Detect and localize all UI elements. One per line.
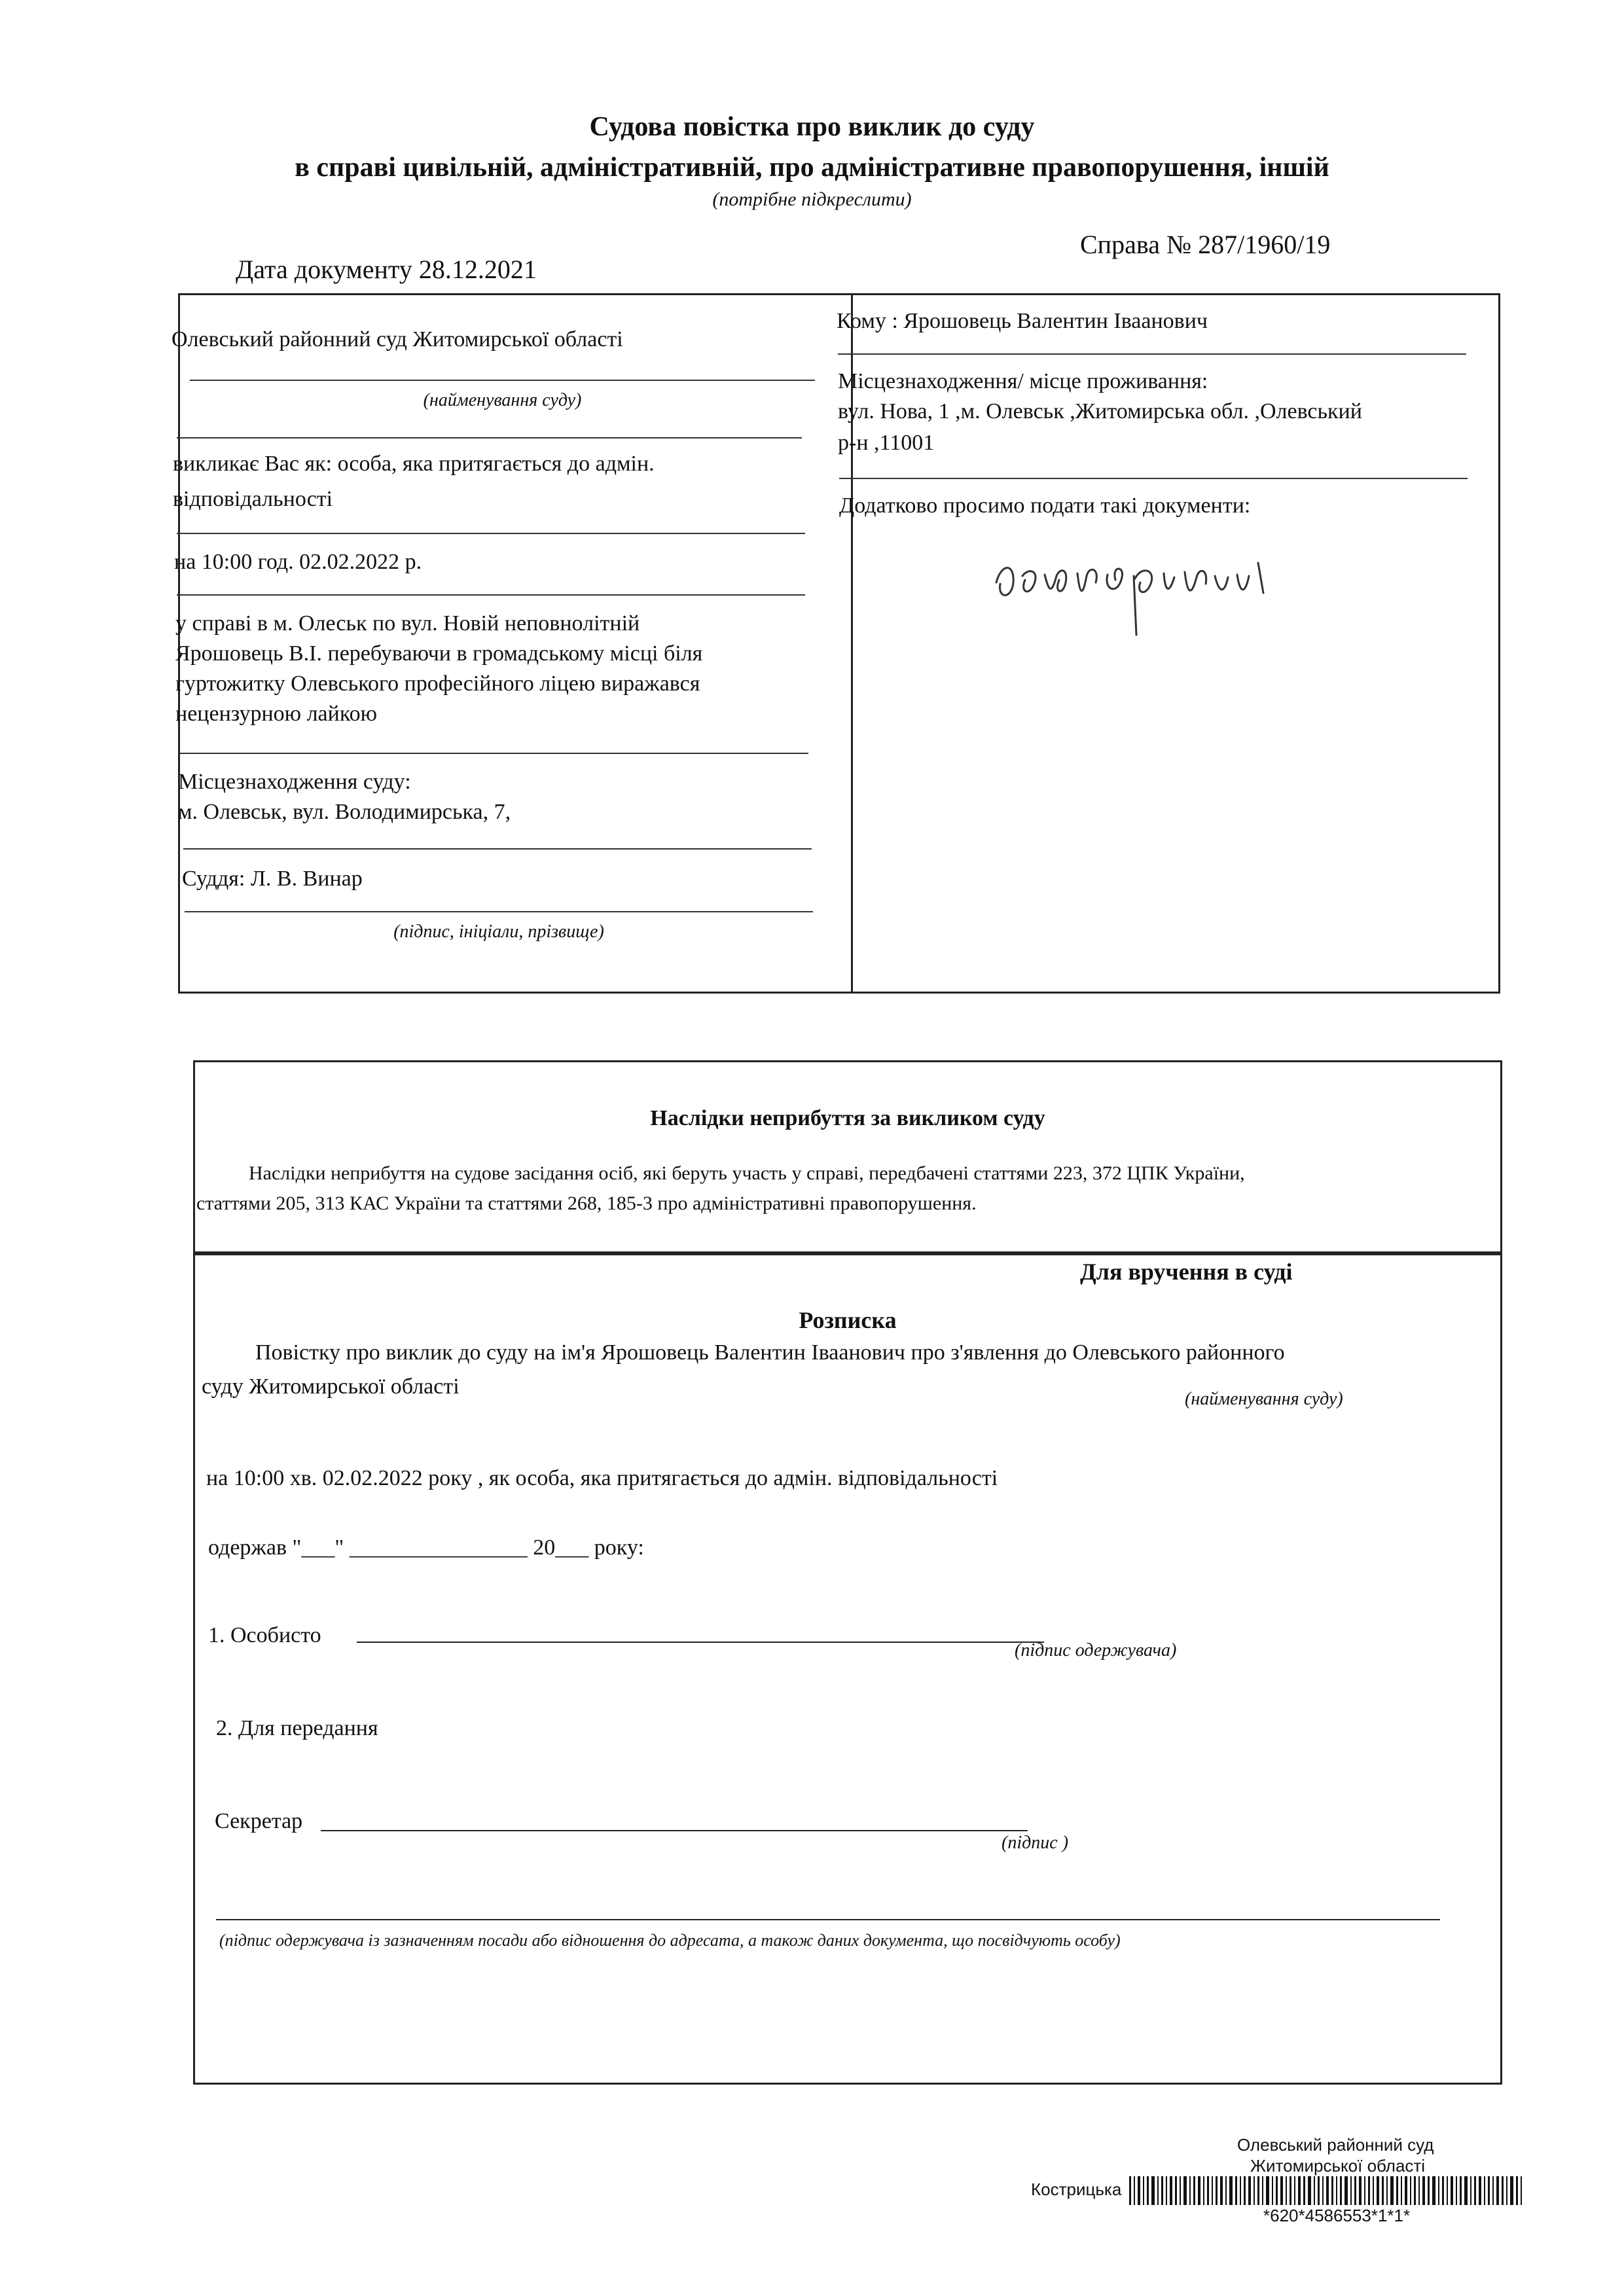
divider [839,478,1468,479]
received-date-line: одержав "___" ________________ 20___ року: [208,1535,644,1560]
court-location-value: м. Олевськ, вул. Володимирська, 7, [178,800,511,824]
court-name-caption: (найменування суду) [423,390,582,410]
barcode-bar [1235,2176,1237,2205]
case-description-line1: у справі в м. Олеськ по вул. Новій неповнолітній [175,611,640,636]
residence-line1: вул. Нова, 1 ,м. Олевськ ,Житомирська обл. ,Олевський [838,399,1362,423]
barcode-bar [1298,2176,1301,2205]
barcode-bar [1410,2176,1411,2205]
barcode-bar [1418,2176,1420,2205]
barcode-bar [1326,2176,1329,2205]
barcode-bar [1377,2176,1379,2205]
recipient-details-caption: (підпис одержувача із зазначенням посади або відношення до адресата, а також даних документа, що посвідчують особу) [219,1931,1121,1950]
barcode-bar [1359,2176,1362,2205]
clerk-name: Кострицька [1031,2179,1122,2199]
secretary-signature-caption: (підпис ) [1001,1833,1069,1853]
divider [190,380,815,381]
barcode-bar [1134,2176,1135,2205]
barcode-bar [1432,2176,1435,2205]
barcode-bar [1510,2176,1513,2205]
for-court-label: Для вручення в суді [1080,1259,1293,1285]
barcode-bar [1447,2176,1448,2205]
barcode-bar [1479,2176,1481,2205]
barcode-bar [1331,2176,1333,2205]
barcode-bar [1240,2176,1241,2205]
receipt-line2: суду Житомирської області [202,1374,460,1399]
barcode-bar [1451,2176,1453,2205]
receipt-court-caption: (найменування суду) [1185,1389,1343,1409]
barcode-bar [1170,2176,1172,2205]
barcode-bar [1216,2176,1218,2205]
barcode-bar [1198,2176,1200,2205]
residence-line2: р-н ,11001 [838,431,935,455]
barcode-bar [1474,2176,1476,2205]
recipient-signature-caption: (підпис одержувача) [1015,1640,1177,1660]
barcode-number: *620*4586553*1*1* [1263,2206,1411,2225]
barcode-bar [1484,2176,1485,2205]
consequences-text-line1: Наслідки неприбуття на судове засідання осіб, які беруть участь у справі, передбачені статтями 223, 372 ЦПК України, [249,1162,1245,1184]
barcode-bar [1396,2176,1398,2205]
barcode-bar [1496,2176,1499,2205]
divider [177,533,805,534]
divider [180,753,808,754]
barcode-bar [1460,2176,1462,2205]
barcode-bar [1470,2176,1471,2205]
barcode-bar [1189,2176,1191,2205]
barcode-bar [1262,2176,1263,2205]
barcode-bar [1212,2176,1213,2205]
barcode-bar [1405,2176,1407,2205]
court-location-label: Місцезнаходження суду: [178,770,411,794]
divider [838,353,1466,355]
barcode-bar [1502,2176,1504,2205]
barcode-bar [1422,2176,1425,2205]
barcode-bar [1138,2176,1140,2205]
barcode-bar [1456,2176,1457,2205]
barcode-bar [1322,2176,1324,2205]
barcode-bar [1401,2176,1402,2205]
barcode-bar [1207,2176,1209,2205]
barcode-bar [1350,2176,1352,2205]
barcode-bar [1364,2176,1365,2205]
barcode-bar [1180,2176,1181,2205]
barcode-bar [1354,2176,1356,2205]
barcode-bar [1428,2176,1430,2205]
barcode-bar [1229,2176,1233,2205]
summoned-as-line1: викликає Вас як: особа, яка притягається до адмін. [173,452,655,476]
consequences-text-line2: статтями 205, 313 КАС України та статтями 268, 185-3 про адміністративні правопорушення. [196,1193,977,1214]
barcode-bar [1492,2176,1494,2205]
handwritten-signature [988,537,1303,648]
document-date: Дата документу 28.12.2021 [236,255,537,284]
receipt-time-line: на 10:00 хв. 02.02.2022 року , як особа, яка притягається до адмін. відповідальності [206,1466,998,1490]
transfer-label: 2. Для передання [216,1716,378,1740]
court-stamp-line1: Олевський районний суд [1237,2135,1434,2155]
divider [177,437,802,439]
receipt-line1: Повістку про виклик до суду на ім'я Ярошовець Валентин Іваанович про з'явлення до Олевського районного [255,1340,1285,1365]
barcode-bar [1272,2176,1273,2205]
personally-label: 1. Особисто [208,1623,321,1647]
court-name: Олевський районний суд Житомирської області [171,327,623,351]
judge-caption: (підпис, ініціали, прізвище) [393,922,604,942]
secretary-label: Секретар [215,1809,303,1833]
barcode-bar [1244,2176,1246,2205]
barcode-bar [1147,2176,1149,2205]
consequences-box [193,1060,1502,1253]
barcode-bar [1286,2176,1287,2205]
case-number: Справа № 287/1960/19 [1080,230,1331,259]
barcode-bar [1220,2176,1223,2205]
divider [177,594,805,596]
barcode-bar [1254,2176,1255,2205]
barcode-bar [1294,2176,1295,2205]
barcode-bar [1414,2176,1416,2205]
barcode-bar [1344,2176,1348,2205]
consequences-heading: Наслідки неприбуття за викликом суду [650,1106,1045,1130]
barcode-bar [1248,2176,1251,2205]
barcode-bar [1276,2176,1278,2205]
summoned-as-line2: відповідальності [173,487,333,511]
document-barcode [1129,2176,1561,2205]
recipient-name: Кому : Ярошовець Валентин Іваанович [837,309,1208,333]
barcode-bar [1442,2176,1444,2205]
barcode-bar [1386,2176,1388,2205]
barcode-bar [1175,2176,1177,2205]
barcode-bar [1382,2176,1384,2205]
barcode-bar [1193,2176,1195,2205]
barcode-bar [1129,2176,1131,2205]
document-title: Судова повістка про виклик до суду [589,112,1035,142]
barcode-bar [1368,2176,1370,2205]
barcode-bar [1373,2176,1374,2205]
barcode-bar [1438,2176,1439,2205]
barcode-bar [1340,2176,1342,2205]
barcode-bar [1308,2176,1311,2205]
barcode-bar [1290,2176,1291,2205]
barcode-bar [1506,2176,1507,2205]
residence-label: Місцезнаходження/ місце проживання: [838,369,1208,393]
title-note: (потрібне підкреслити) [712,188,912,210]
barcode-bar [1266,2176,1269,2205]
barcode-bar [1143,2176,1144,2205]
secretary-signature-line [321,1830,1028,1831]
barcode-bar [1161,2176,1163,2205]
barcode-bar [1257,2176,1259,2205]
case-description-line3: гуртожитку Олевського професійного ліцею виражався [175,672,700,696]
case-description-line2: Ярошовець В.І. перебуваючи в громадському місці біля [175,641,703,666]
recipient-details-line [216,1919,1440,1920]
barcode-bar [1336,2176,1337,2205]
barcode-bar [1157,2176,1159,2205]
barcode-bar [1516,2176,1518,2205]
barcode-bar [1203,2176,1204,2205]
barcode-bar [1280,2176,1283,2205]
extra-documents-label: Додатково просимо подати такі документи: [839,493,1251,518]
court-stamp-line2: Житомирської області [1250,2156,1426,2176]
receipt-heading: Розписка [799,1307,897,1333]
barcode-bar [1166,2176,1167,2205]
barcode-bar [1303,2176,1305,2205]
divider [183,848,812,850]
personal-signature-line [357,1641,1044,1643]
barcode-bar [1390,2176,1394,2205]
case-description-line4: нецензурною лайкою [175,702,378,726]
barcode-bar [1183,2176,1187,2205]
barcode-bar [1488,2176,1490,2205]
judge-name: Суддя: Л. В. Винар [182,867,363,891]
barcode-bar [1314,2176,1315,2205]
barcode-bar [1318,2176,1320,2205]
hearing-time: на 10:00 год. 02.02.2022 р. [174,550,422,574]
document-subtitle: в справі цивільній, адміністративній, про адміністративне правопорушення, іншій [295,152,1329,183]
barcode-bar [1521,2176,1522,2205]
barcode-bar [1151,2176,1155,2205]
barcode-bar [1464,2176,1468,2205]
divider [185,911,813,912]
barcode-bar [1225,2176,1227,2205]
